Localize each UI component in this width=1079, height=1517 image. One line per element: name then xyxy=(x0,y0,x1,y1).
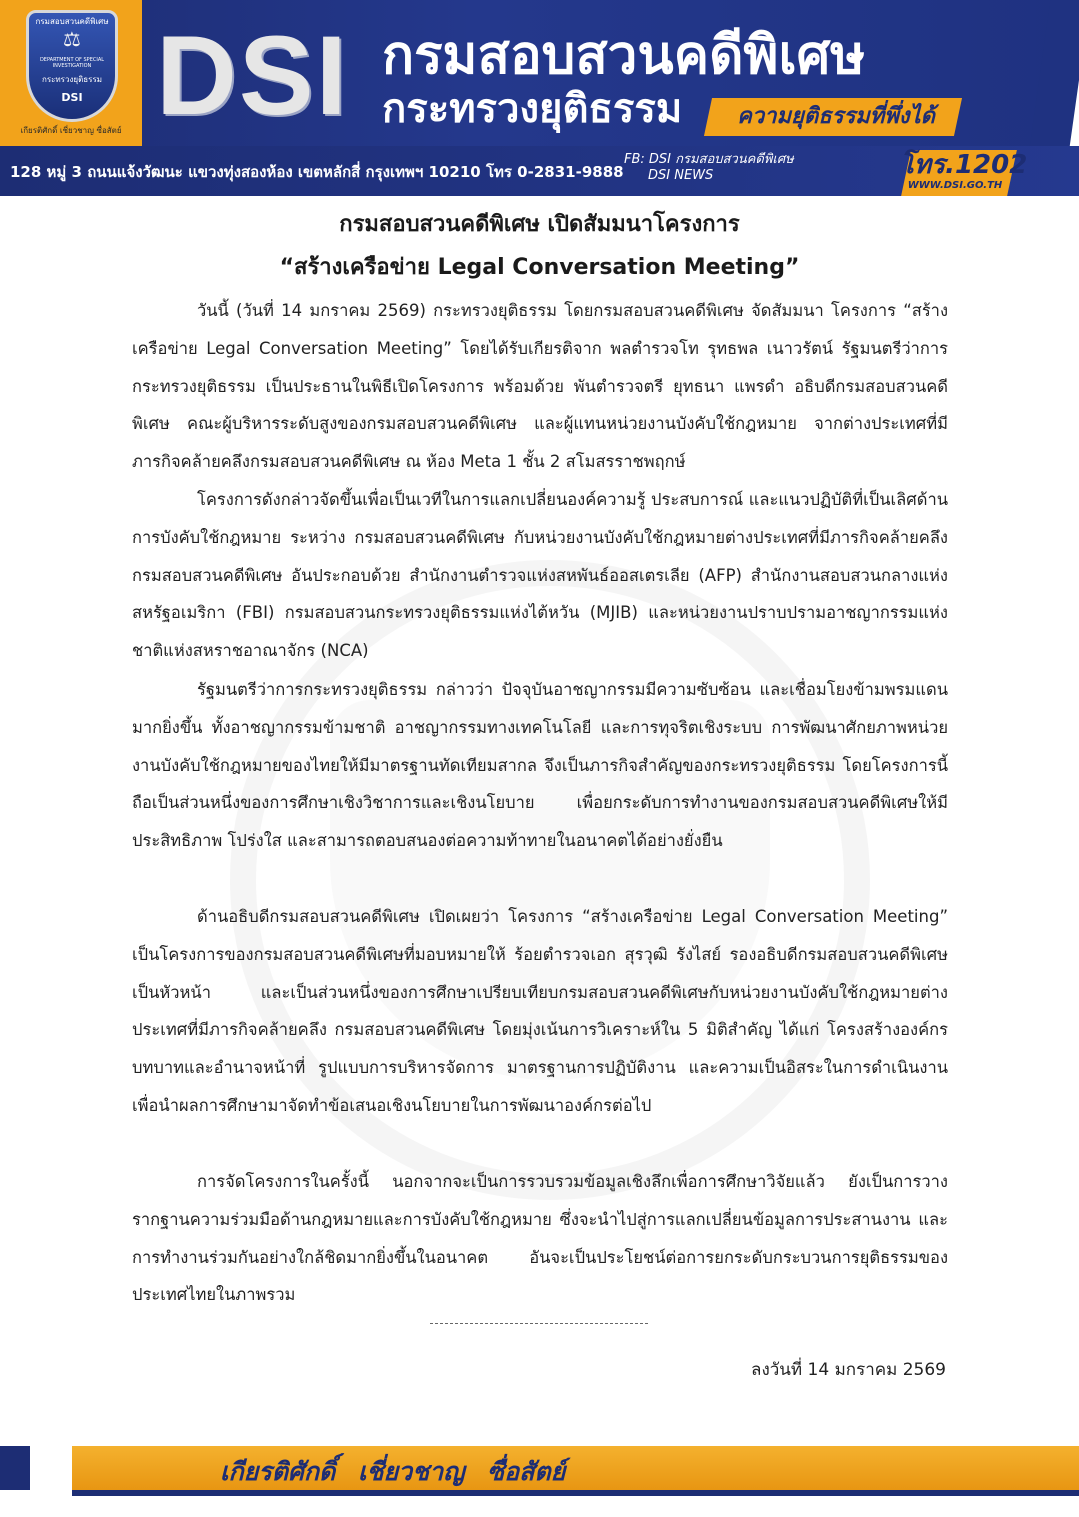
divider xyxy=(430,1323,648,1324)
dsi-seal-icon xyxy=(26,10,118,122)
headline-line-2: “สร้างเครือข่าย Legal Conversation Meeting” xyxy=(279,255,800,280)
paragraph-4: ด้านอธิบดีกรมสอบสวนคดีพิเศษ เปิดเผยว่า โครงการ “สร้างเครือข่าย Legal Conversation Meeting” เป็นโครงการของกรมสอบสวนคดีพิเศษที่มอบหมายให้ ร้อยตำรวจเอก สุรวุฒิ รังไสย์ รองอธิบดีกรมสอบสวนคดีพิเศษ เป็นหัวหน้า และเป็นส่วนหนึ่งของการศึกษาเปรียบเทียบกรมสอบสวนคดีพิเศษกับหน่วยงานบังคับใช้กฎหมายต่างประเทศที่มีภารกิจคล้ายคลึง กรมสอบสวนคดีพิเศษ โดยมุ่งเน้นการวิเคราะห์ใน 5 มิติสำคัญ ได้แก่ โครงสร้างองค์กร บทบาทและอำนาจหน้าที่ รูปแบบการบริหารจัดการ มาตรฐานการปฏิบัติงาน และความเป็นอิสระในการดำเนินงาน เพื่อนำผลการศึกษามาจัดทำข้อเสนอเชิงนโยบายในการพัฒนาองค์กรต่อไป xyxy=(132,907,948,1115)
website-url: WWW.DSI.GO.TH xyxy=(907,180,1003,191)
dsi-wordmark: DSI xyxy=(156,13,349,138)
seal-abbr: DSI xyxy=(61,91,83,104)
paragraph-1: วันนี้ (วันที่ 14 มกราคม 2569) กระทรวงยุติธรรม โดยกรมสอบสวนคดีพิเศษ จัดสัมมนา โครงการ “สร้างเครือข่าย Legal Conversation Meeting” โดยได้รับเกียรติจาก พลตำรวจโท รุทธพล เนาวรัตน์ รัฐมนตรีว่าการกระทรวงยุติธรรม เป็นประธานในพิธีเปิดโครงการ พร้อมด้วย พันตำรวจตรี ยุทธนา แพรดำ อธิบดีกรมสอบสวนคดีพิเศษ คณะผู้บริหารระดับสูงของกรมสอบสวนคดีพิเศษ และผู้แทนหน่วยงานบังคับใช้กฎหมาย จากต่างประเทศที่มีภารกิจคล้ายคลึงกรมสอบสวนคดีพิเศษ ณ ห้อง Meta 1 ชั้น 2 สโมสรราชพฤกษ์ xyxy=(132,301,948,472)
footer-gap xyxy=(30,1446,72,1490)
address-text: 128 หมู่ 3 ถนนแจ้งวัฒนะ แขวงทุ่งสองห้อง เขตหลักสี่ กรุงเทพฯ 10210 โทร 0-2831-9888 xyxy=(10,163,624,181)
footer-accent-left xyxy=(0,1446,30,1490)
letterhead xyxy=(0,0,1079,196)
org-name: กรมสอบสวนคดีพิเศษ xyxy=(382,25,866,86)
signed-date: ลงวันที่ 14 มกราคม 2569 xyxy=(751,1360,946,1380)
scales-of-justice-icon: ⚖ xyxy=(63,27,81,51)
facebook-line-2: DSI NEWS xyxy=(648,168,714,183)
hotline-number: โทร.1202 xyxy=(900,150,1028,180)
seal-text-bottom: กระทรวงยุติธรรม xyxy=(41,75,103,84)
facebook-info xyxy=(624,152,794,184)
footer-motto: เกียรติศักดิ์ เชี่ยวชาญ ซื่อสัตย์ xyxy=(220,1457,566,1486)
seal-text-en: DEPARTMENT OF SPECIAL INVESTIGATION xyxy=(39,57,105,69)
seal-text-top: กรมสอบสวนคดีพิเศษ xyxy=(35,17,109,26)
logo-panel xyxy=(0,0,142,146)
headline-line-1: กรมสอบสวนคดีพิเศษ เปิดสัมมนาโครงการ xyxy=(339,212,740,237)
ministry-name: กระทรวงยุติธรรม xyxy=(382,86,683,132)
paragraph-2: โครงการดังกล่าวจัดขึ้นเพื่อเป็นเวทีในการแลกเปลี่ยนองค์ความรู้ ประสบการณ์ และแนวปฏิบัติที่เป็นเลิศด้านการบังคับใช้กฎหมาย ระหว่าง กรมสอบสวนคดีพิเศษ กับหน่วยงานบังคับใช้กฎหมายต่างประเทศที่มีภารกิจคล้ายคลึง กรมสอบสวนคดีพิเศษ อันประกอบด้วย สำนักงานตำรวจแห่งสหพันธ์ออสเตรเลีย (AFP) สำนักงานสอบสวนกลางแห่งสหรัฐอเมริกา (FBI) กรมสอบสวนกระทรวงยุติธรรมแห่งไต้หวัน (MJIB) และหน่วยงานปราบปรามอาชญากรรมแห่งชาติแห่งสหราชอาณาจักร (NCA) xyxy=(132,490,948,661)
logo-caption: เกียรติศักดิ์ เชี่ยวชาญ ซื่อสัตย์ xyxy=(20,126,122,135)
paragraph-3: รัฐมนตรีว่าการกระทรวงยุติธรรม กล่าวว่า ปัจจุบันอาชญากรรมมีความซับซ้อน และเชื่อมโยงข้ามพรมแดนมากยิ่งขึ้น ทั้งอาชญากรรมข้ามชาติ อาชญากรรมทางเทคโนโลยี และการทุจริตเชิงระบบ การพัฒนาศักยภาพหน่วยงานบังคับใช้กฎหมายของไทยให้มีมาตรฐานทัดเทียมสากล จึงเป็นภารกิจสำคัญของกระทรวงยุติธรรม โดยโครงการนี้ถือเป็นส่วนหนึ่งของการศึกษาเชิงวิชาการและเชิงนโยบาย เพื่อยกระดับการทำงานของกรมสอบสวนคดีพิเศษให้มีประสิทธิภาพ โปร่งใส และสามารถตอบสนองต่อความท้าทายในอนาคตได้อย่างยั่งยืน xyxy=(132,680,948,851)
facebook-line-1: FB: DSI กรมสอบสวนคดีพิเศษ xyxy=(624,152,794,167)
slogan: ความยุติธรรมที่พึ่งได้ xyxy=(737,104,935,129)
paragraph-5: การจัดโครงการในครั้งนี้ นอกจากจะเป็นการรวบรวมข้อมูลเชิงลึกเพื่อการศึกษาวิจัยแล้ว ยังเป็นการวางรากฐานความร่วมมือด้านกฎหมายและการบังคับใช้กฎหมาย ซึ่งจะนำไปสู่การแลกเปลี่ยนข้อมูลการประสานงาน และการทำงานร่วมกันอย่างใกล้ชิดมากยิ่งขึ้นในอนาคต อันจะเป็นประโยชน์ต่อการยกระดับกระบวนการยุติธรรมของประเทศไทยในภาพรวม xyxy=(132,1172,948,1305)
